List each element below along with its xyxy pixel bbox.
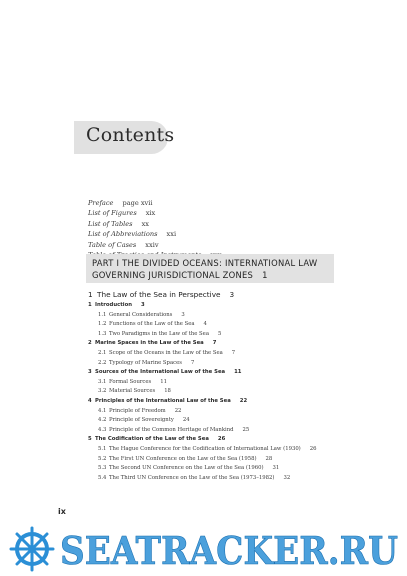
ship-wheel-icon [11,528,53,570]
front-matter-item[interactable]: List of Tables xx [88,219,149,228]
subsection-entry[interactable]: 4.2 Principle of Sovereignty 24 [98,417,190,424]
front-matter-item[interactable]: Table of Cases xxiv [88,240,159,249]
chapter-entry[interactable]: 1 The Law of the Sea in Perspective 3 [88,290,235,299]
front-matter-item[interactable]: Preface page xvii [88,199,153,207]
watermark [0,520,407,576]
subsection-entry[interactable]: 5.4 The Third UN Conference on the Law of the Sea (1973–1982) 32 [98,474,291,481]
subsection-entry[interactable]: 1.1 General Considerations 3 [98,311,185,318]
part-heading-line: GOVERNING JURISDICTIONAL ZONES 1 [92,270,268,280]
part-page: 1 [262,270,268,280]
subsection-entry[interactable]: 2.1 Scope of the Oceans in the Law of the Sea 7 [98,349,236,356]
front-matter-item[interactable]: List of Figures xix [88,209,156,218]
watermark-text: SEATRACKER.RU [60,528,398,573]
section-entry[interactable]: 5 The Codification of the Law of the Sea 26 [88,436,226,443]
section-entry[interactable]: 2 Marine Spaces in the Law of the Sea 7 [88,340,217,347]
front-matter-item[interactable]: List of Abbreviations xxi [88,230,177,239]
subsection-entry[interactable]: 5.1 The Hague Conference for the Codification of International Law (1930) 26 [98,445,317,452]
subsection-entry[interactable]: 1.3 Two Paradigms in the Law of the Sea 5 [98,330,222,337]
subsection-entry[interactable]: 2.2 Typology of Marine Spaces 7 [98,359,195,366]
part-heading[interactable] [92,257,330,281]
page-title: Contents [86,124,175,146]
part-heading-line: PART I THE DIVIDED OCEANS: INTERNATIONAL LAW [92,258,318,268]
page-number: ix [58,507,66,516]
subsection-entry[interactable]: 5.2 The First UN Conference on the Law of the Sea (1958) 28 [98,455,273,462]
section-entry[interactable]: 3 Sources of the International Law of the Sea 11 [88,369,242,376]
subsection-entry[interactable]: 4.1 Principle of Freedom 22 [98,407,182,414]
chapter-toc [88,289,317,483]
subsection-entry[interactable]: 3.2 Material Sources 18 [98,388,171,395]
subsection-entry[interactable]: 5.3 The Second UN Conference on the Law of the Sea (1960) 31 [98,465,280,472]
section-entry[interactable]: 1 Introduction 3 [88,302,145,308]
front-matter-list [88,198,222,260]
subsection-entry[interactable]: 1.2 Functions of the Law of the Sea 4 [98,321,207,328]
subsection-entry[interactable]: 3.1 Formal Sources 11 [98,378,167,385]
subsection-entry[interactable]: 4.3 Principle of the Common Heritage of Mankind 25 [98,426,250,433]
section-entry[interactable]: 4 Principles of the International Law of the Sea 22 [88,397,248,404]
